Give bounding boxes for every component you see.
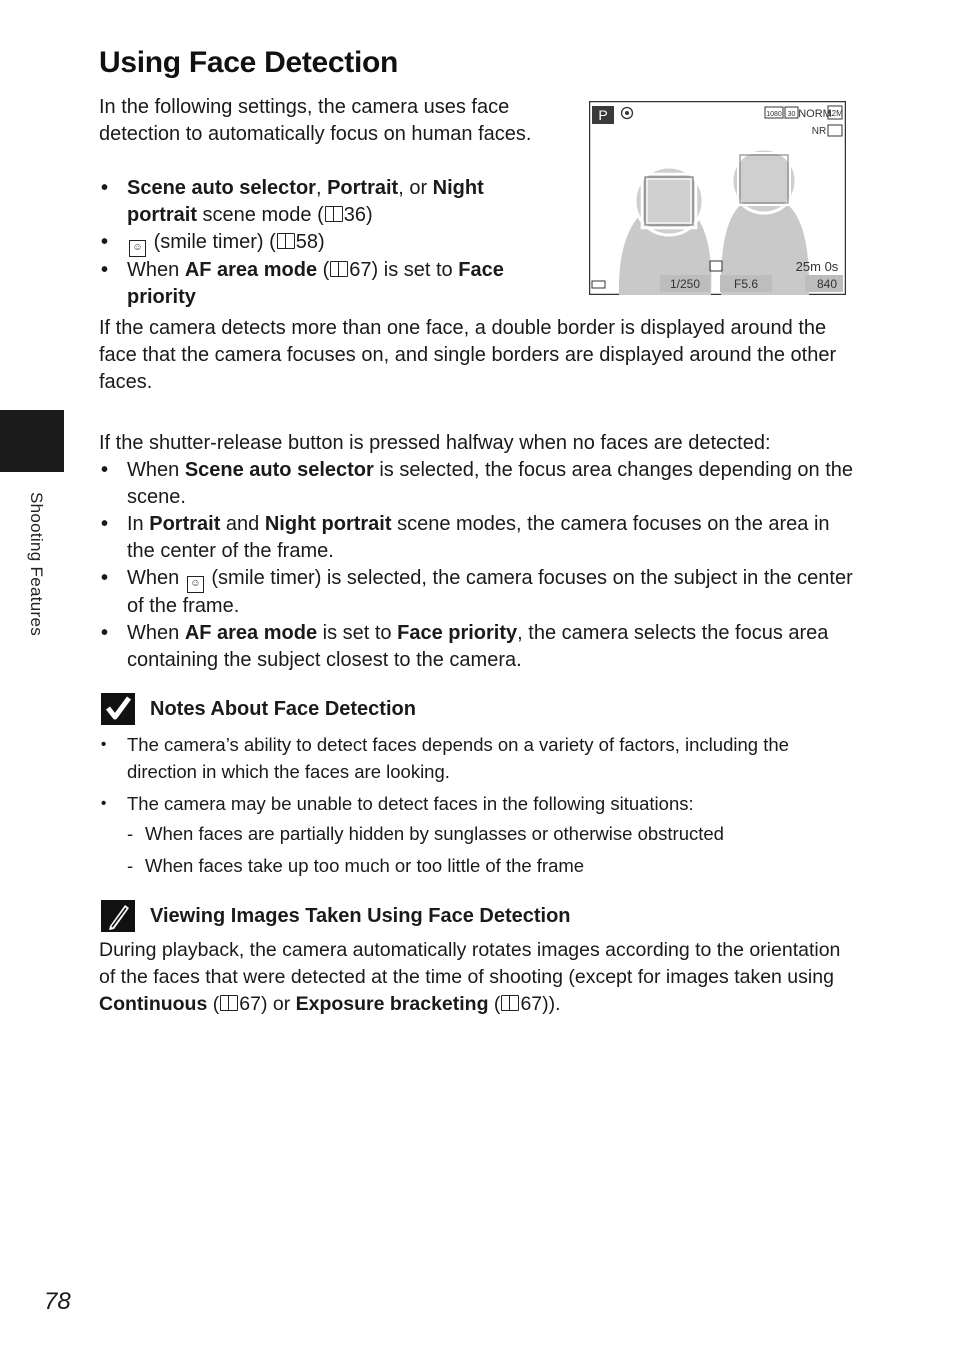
page-reference-icon	[501, 995, 519, 1011]
svg-text:1080: 1080	[766, 111, 782, 118]
aperture-text: F5.6	[733, 277, 759, 291]
list-item: - When faces are partially hidden by sunglasses or otherwise obstructed	[127, 820, 859, 847]
list-item: • When Scene auto selector is selected, the focus area changes depending on the scene.	[99, 457, 859, 511]
list-item: - When faces take up too much or too little of the frame	[127, 852, 859, 879]
no-faces-list	[99, 457, 859, 674]
page-reference-icon	[325, 206, 343, 222]
intro-text: In the following settings, the camera uses face detection to automatically focus on human faces.	[99, 96, 532, 145]
list-item: • The camera’s ability to detect faces depends on a variety of factors, including the direction in which the faces are looking.	[99, 731, 859, 785]
page-reference-icon	[277, 233, 295, 249]
remaining-movie-time: 25m 0s	[795, 259, 839, 274]
svg-text:30: 30	[787, 111, 796, 118]
section-tab	[0, 410, 64, 472]
page-reference-icon	[220, 995, 238, 1011]
image-quality-indicator: NORM	[798, 108, 832, 120]
viewing-heading: Viewing Images Taken Using Face Detection	[101, 900, 571, 932]
list-item: • The camera may be unable to detect faces in the following situations: - When faces are partially hidden by sunglasses or otherwise obstructed - When faces take up too much or too little of the frame	[99, 790, 859, 879]
situations-sublist	[127, 820, 859, 879]
multi-face-text: If the camera detects more than one face, a double border is displayed around the face that the camera focuses on, and single borders are displayed around the other faces.	[99, 317, 837, 393]
smile-timer-icon: ☺	[129, 240, 146, 257]
list-item: • Scene auto selector, Portrait, or Night portrait scene mode ( 36)	[99, 175, 551, 229]
no-faces-intro: If the shutter-release button is pressed halfway when no faces are detected:	[99, 432, 771, 454]
notes-list	[99, 731, 859, 884]
list-item: • When AF area mode is set to Face priority, the camera selects the focus area containing the subject closest to the camera.	[99, 620, 859, 674]
shooting-mode-text: P	[598, 107, 608, 123]
page-title: Using Face Detection	[99, 46, 399, 79]
page-reference-icon	[330, 261, 348, 277]
svg-text:12M: 12M	[827, 109, 843, 118]
remaining-exposures-text: 840	[816, 277, 838, 291]
notes-heading: Notes About Face Detection	[101, 693, 416, 725]
pencil-note-icon	[101, 900, 135, 932]
intro-settings-list	[99, 175, 551, 311]
list-item: • When ☺ (smile timer) is selected, the camera focuses on the subject in the center of the frame.	[99, 565, 859, 620]
list-item: • In Portrait and Night portrait scene modes, the camera focuses on the area in the center of the frame.	[99, 511, 859, 565]
list-item: • ☺ (smile timer) ( 58)	[99, 229, 551, 257]
checkmark-note-icon	[101, 693, 135, 725]
list-item: • When AF area mode ( 67) is set to Face priority	[99, 257, 551, 311]
camera-monitor-illustration	[589, 101, 846, 295]
page-number: 78	[44, 1288, 71, 1315]
shutter-speed-text: 1/250	[669, 277, 701, 291]
section-label: Shooting Features	[27, 492, 46, 637]
smile-timer-icon: ☺	[187, 576, 204, 593]
viewing-text: During playback, the camera automatically rotates images according to the orientation of the faces that were detected at the time of shooting (except for images taken using Continuous ( 67) or Exposure bracketing ( 67)).	[99, 939, 841, 1015]
noise-reduction-indicator: NR	[811, 126, 827, 137]
